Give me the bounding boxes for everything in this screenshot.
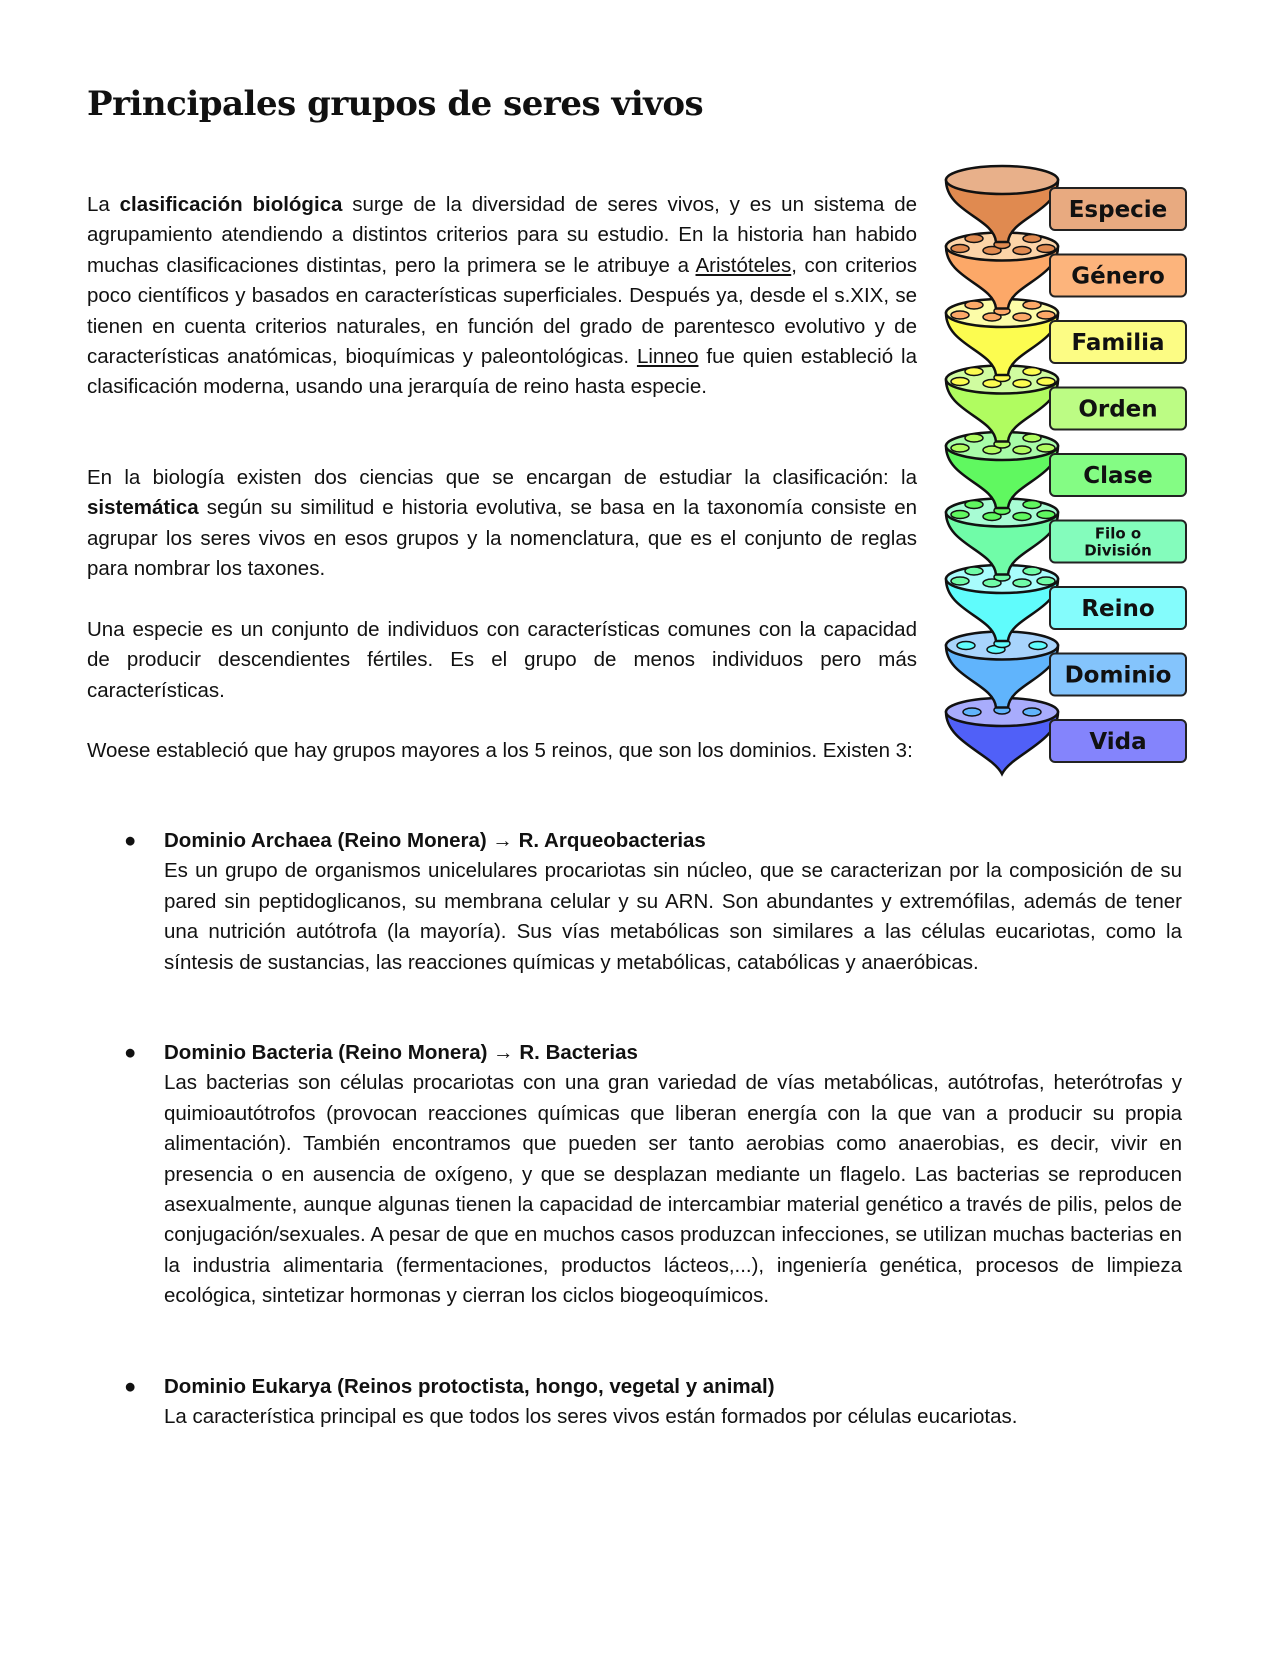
paragraph-woese: Woese estableció que hay grupos mayores a los 5 reinos, que son los dominios. Existen 3:	[87, 739, 913, 762]
funnel-hole	[957, 642, 975, 650]
funnel-hole	[965, 501, 983, 509]
funnel-level-8	[946, 632, 1186, 708]
funnel-hole	[965, 368, 983, 376]
level-label: Vida	[1089, 729, 1147, 755]
paragraph-sistematica	[87, 463, 917, 585]
bullet-text: Las bacterias son células procariotas con una gran variedad de vías metabólicas, autótrofas, heterótrofas y quimioautótrofos (provocan reacciones químicas que liberan energía con la que van a producir su propia alimentación). También encontramos que pueden ser tanto aerobias como anaerobias, es decir, vivir en presencia o en ausencia de oxígeno, y que se desplazan mediante un flagelo. Las bacterias se reproducen asexualmente, aunque algunas tienen la capacidad de intercambiar material genético a través de pilis, pelos de conjugación/sexuales. A pesar de que en muchos casos produzcan infecciones, se utilizan muchas bacterias en la industria alimentaria (fermentaciones, productos lácteos,...), ingeniería genética, procesos de limpieza ecológica, sintetizar hormonas y cierran los ciclos biogeoquímicos.	[164, 1071, 1182, 1308]
funnel-hole	[1013, 446, 1031, 454]
text: fue quien estableció la clasificación moderna, usando una jerarquía de reino hasta especie.	[87, 345, 917, 399]
funnel-hole	[951, 245, 969, 253]
level-label: Dominio	[1064, 662, 1172, 689]
funnel-hole	[1037, 245, 1055, 253]
funnel-hole	[1013, 513, 1031, 521]
funnel-hole	[951, 577, 969, 585]
bold-term: clasificación biológica	[119, 193, 343, 216]
level-label: Reino	[1081, 596, 1155, 622]
bullet-title: Dominio Eukarya (Reinos protoctista, hongo, vegetal y animal)	[164, 1375, 775, 1398]
text: según su similitud e historia evolutiva, se basa en la taxonomía consiste en agrupar los seres vivos en esos grupos y la nomenclatura, que es el conjunto de reglas para nombrar los taxones.	[87, 496, 917, 581]
funnel-level-7	[946, 565, 1186, 641]
funnel-hole	[951, 444, 969, 452]
funnel-hole	[1037, 511, 1055, 519]
funnel-hole	[1037, 444, 1055, 452]
text: surge de la diversidad de seres vivos, y es un sistema de agrupamiento atendiendo a distintos criterios para su estudio. En la historia han habido muchas clasificaciones distintas, pero la primera se le atribuye a	[87, 193, 918, 277]
funnel-hole	[1023, 434, 1041, 442]
funnel-hole	[1013, 313, 1031, 321]
link-aristoteles[interactable]: Aristóteles	[695, 253, 792, 277]
funnel-hole	[1023, 708, 1041, 716]
funnel-hole	[1023, 301, 1041, 309]
level-label: Clase	[1083, 463, 1153, 489]
text: La	[87, 193, 120, 216]
bullet-icon: ●	[124, 1041, 137, 1064]
link-linneo[interactable]: Linneo	[636, 345, 699, 369]
page-title: Principales grupos de seres vivos	[87, 84, 704, 124]
text: , con criterios poco científicos y basados en características superficiales. Después ya, desde el s.XIX, se tienen en cuenta criterios naturales, en función del grado de parentesco evolutivo y de características anatómicas, bioquímicas y paleontológicas.	[87, 253, 917, 369]
funnel-hole	[965, 301, 983, 309]
funnel-level-1	[946, 166, 1186, 242]
funnel-hole	[1037, 378, 1055, 386]
funnel-level-4	[946, 366, 1186, 442]
bullet-icon: ●	[124, 1375, 137, 1398]
funnel-hole	[1023, 567, 1041, 575]
paragraph-especie: Una especie es un conjunto de individuos con características comunes con la capacidad de producir descendientes fértiles. Es el grupo de menos individuos pero más características.	[87, 618, 917, 702]
funnel-level-6	[946, 499, 1186, 575]
funnel-hole	[951, 511, 969, 519]
funnel-hole	[1013, 247, 1031, 255]
level-label: Familia	[1071, 330, 1165, 356]
funnel-hole	[1023, 368, 1041, 376]
funnel-hole	[965, 235, 983, 243]
bullet-text: Es un grupo de organismos unicelulares procariotas sin núcleo, que se caracterizan por la composición de su pared sin peptidoglicanos, su membrana celular y su ARN. Son abundantes y extremófilas, además de tener una nutrición autótrofa (la mayoría). Sus vías metabólicas son similares a las células eucariotas, como la síntesis de sustancias, las reacciones químicas y metabólicas, catabólicas y anaeróbicas.	[164, 859, 1182, 974]
funnel-hole	[1023, 235, 1041, 243]
funnel-hole	[951, 311, 969, 319]
funnel-hole	[951, 378, 969, 386]
funnel-hole	[965, 434, 983, 442]
funnel-hole	[1023, 501, 1041, 509]
funnel-hole	[1029, 642, 1047, 650]
funnel-hole	[965, 567, 983, 575]
paragraph-intro	[87, 190, 917, 403]
level-label: Especie	[1068, 197, 1168, 223]
text: En la biología existen dos ciencias que se encargan de estudiar la clasificación: la	[87, 466, 917, 489]
funnel-hole	[963, 708, 981, 716]
level-label: Orden	[1078, 396, 1158, 423]
bold-term: sistemática	[87, 496, 199, 520]
bullet-icon: ●	[124, 829, 137, 852]
funnel-level-9	[946, 698, 1186, 774]
level-label: División	[1084, 541, 1152, 560]
bullet-title: Dominio Archaea (Reino Monera) → R. Arqueobacterias	[164, 829, 706, 852]
bullet-title: Dominio Bacteria (Reino Monera) → R. Bacterias	[164, 1041, 638, 1064]
level-label: Género	[1071, 263, 1165, 290]
funnel-hole	[1013, 380, 1031, 388]
funnel-hole	[1037, 311, 1055, 319]
funnel-rim	[946, 166, 1058, 194]
funnel-level-2	[946, 233, 1186, 309]
funnel-hole	[1037, 577, 1055, 585]
funnel-level-3	[946, 299, 1186, 375]
funnel-level-5	[946, 432, 1186, 508]
funnel-hole	[1013, 579, 1031, 587]
bullet-text: La característica principal es que todos los seres vivos están formados por células eucariotas.	[164, 1405, 1018, 1429]
level-label: Filo o	[1094, 524, 1142, 543]
taxonomy-funnel-diagram	[930, 160, 1190, 810]
